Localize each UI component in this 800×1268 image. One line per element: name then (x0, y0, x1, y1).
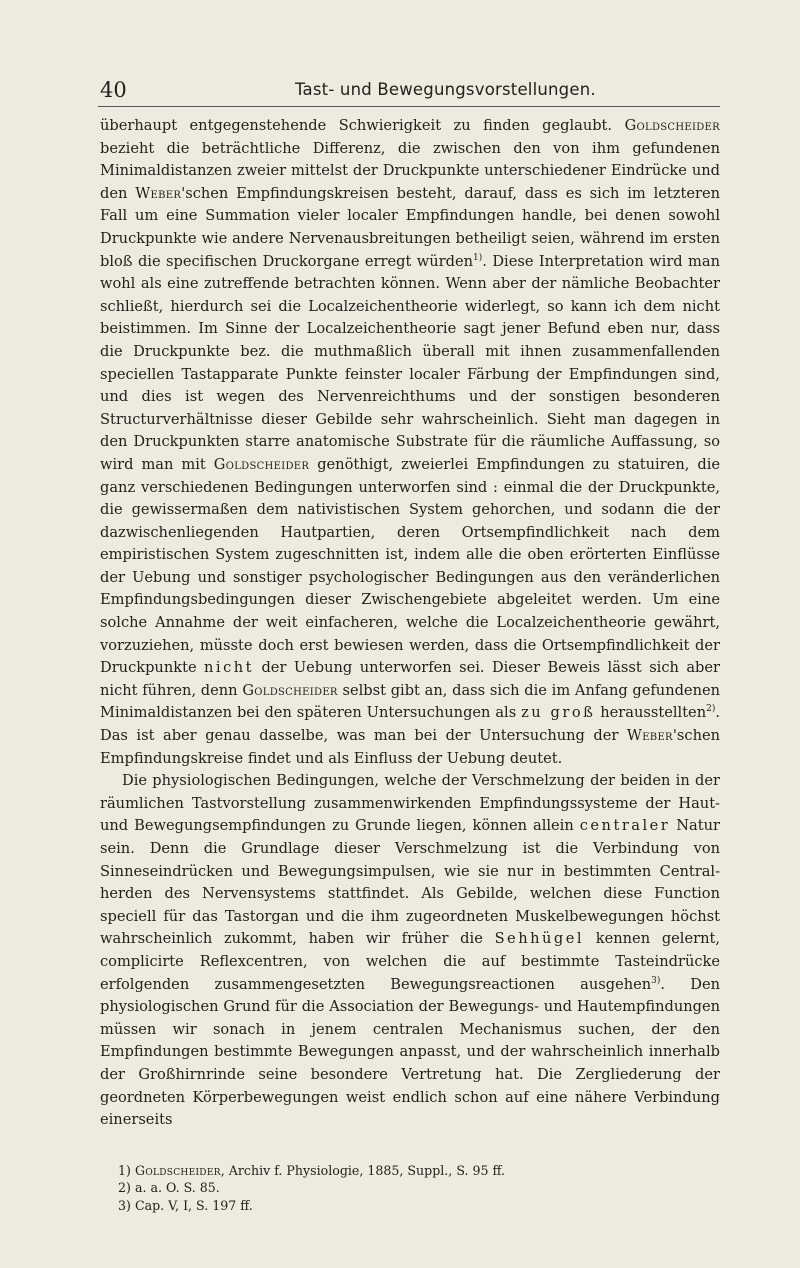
text-run: bezieht die beträchtliche Differenz, die zwischen den von ihm gefundenen Minimaldistanzen zweier mittelst der Druckpunkte unterschiedener Eindrücke und den (100, 139, 720, 202)
text-run: genöthigt, zweierlei Empfindungen zu statuiren, die ganz verschiedenen Bedingungen unterworfen sind : einmal die der Druckpunkte, die gewissermaßen dem nativistischen System gehorchen, und sodann die der dazwischenliegenden Hautpartien, deren Ortsempfindlichkeit nach dem empiristischen System zugeschnitten ist, indem alle die oben erörterten Einflüsse der Uebung und sonstiger psychologischer Bedingungen aus den veränderlichen Empfindungsbedingungen dieser Zwischengebiete abgeleitet werden. Um eine solche Annahme der weit einfacheren, welche die Localzeichentheorie gewährt, vorzuziehen, müsste doch erst bewiesen werden, dass die Ortsempfindlichkeit der Druckpunkte (100, 455, 721, 677)
author-name: Goldscheider (242, 681, 338, 699)
main-text (100, 115, 720, 1132)
text-run: herausstellten (595, 704, 707, 722)
emphasis: Sehhügel (494, 930, 585, 948)
footnotes (118, 1162, 718, 1214)
author-name: Weber (626, 727, 673, 745)
footnote-ref: 2) (706, 704, 716, 715)
text-run: . Diese Interpretation wird man wohl als eine zutreffende betrachten können. Wenn aber der nämliche Beobachter schließt, hierdurch sei die Localzeichentheorie widerlegt, so kann ich dem nicht beistimmen. Im Sinne der Localzeichentheorie sagt jener Befund eben nur, dass die Druckpunkte bez. die muthmaßlich überall mit ihnen zusammenfallenden speciellen Tastapparate Punkte feinster localer Färbung der Empfindungen sind, und dies ist wegen des Nervenreichthums und der sonstigen besonderen Structurverhältnisse dieser Gebilde sehr wahrscheinlich. Sieht man dagegen in den Druckpunkten starre anatomische Substrate für die räumliche Auffassung, so wird man mit (100, 252, 720, 473)
paragraph-1 (100, 115, 720, 770)
running-title: Tast- und Bewegungsvorstellungen. (295, 80, 596, 99)
author-name: Goldscheider (624, 117, 720, 134)
author-name: Goldscheider (134, 1163, 221, 1178)
header-rule (98, 106, 720, 107)
footnote-text: a. a. O. S. 85. (134, 1180, 220, 1196)
page-header (100, 78, 720, 104)
footnote-mark: 2) (118, 1180, 131, 1196)
emphasis: centraler (579, 817, 671, 835)
text-run: Die physiologischen Bedingungen, welche der Verschmelzung der beiden in der räumlichen Tastvorstellung zusammenwirkenden Empfindungssysteme der Haut- und Bewegungsempfindungen zu Grunde liegen, können allein (100, 772, 720, 835)
footnote-ref: 3) (651, 975, 661, 986)
text-run: kennen gelernt, complicirte Reflexcentren, von welchen die auf bestimmte Tasteindrücke erfolgenden zusammengesetzten Bewegungsreactionen ausgehen (100, 930, 720, 993)
author-name: Weber (135, 184, 182, 202)
footnote-mark: 1) (118, 1163, 131, 1178)
text-run: . Das ist aber genau dasselbe, was man bei der Untersuchung der (100, 704, 720, 745)
text-run: Natur sein. Denn die Grundlage dieser Verschmelzung ist die Verbindung von Sinneseindrücken und Bewegungsimpulsen, wie sie nur in bestimmten Central-herden des Nervensystems stattfindet. Als Gebilde, welchen diese Function speciell für das Tastorgan und die ihm zugeordneten Muskelbewegungen höchst wahrscheinlich zukommt, haben wir früher die (100, 817, 720, 948)
page-number: 40 (100, 78, 127, 102)
footnote (118, 1179, 718, 1196)
footnote (118, 1197, 718, 1214)
paragraph-2 (100, 770, 720, 1132)
footnote (118, 1162, 718, 1179)
footnote-text: Cap. V, I, S. 197 ff. (134, 1197, 253, 1213)
text-run: . Den physiologischen Grund für die Association der Bewegungs- und Hautempfindungen müssen wir sonach in jenem centralen Mechanismus suchen, der den Empfindungen bestimmte Bewegungen anpasst, und der wahrscheinlich innerhalb der Großhirnrinde seine besondere Vertretung hat. Die Zergliederung der geordneten Körperbewegungen weist endlich schon auf eine nähere Verbindung einerseits (100, 975, 721, 1129)
author-name: Goldscheider (213, 455, 310, 473)
text-run: selbst gibt an, dass sich die im Anfang gefundenen Minimaldistanzen bei den späteren Untersuchungen als (100, 681, 721, 722)
emphasis: nicht (204, 659, 255, 677)
text-run: der Uebung unterworfen sei. Dieser Beweis lässt sich aber nicht führen, denn (100, 659, 721, 699)
footnote-ref: 1) (473, 252, 483, 263)
text-run: 'schen Empfindungskreisen besteht, darauf, dass es sich im letzteren Fall um eine Summation vieler localer Empfindungen handle, bei denen sowohl Druckpunkte wie andere Nervenausbreitungen betheiligt seien, während im ersten bloß die specifischen Druckorgane erregt würden (100, 184, 720, 270)
text-run: überhaupt entgegenstehende Schwierigkeit zu finden geglaubt. (100, 117, 625, 134)
footnote-text: , Archiv f. Physiologie, 1885, Suppl., S. 95 ff. (220, 1163, 506, 1178)
emphasis: zu groß (521, 704, 596, 722)
footnote-mark: 3) (118, 1197, 131, 1213)
text-run: 'schen Empfindungskreise findet und als Einfluss der Uebung deutet. (100, 727, 720, 767)
